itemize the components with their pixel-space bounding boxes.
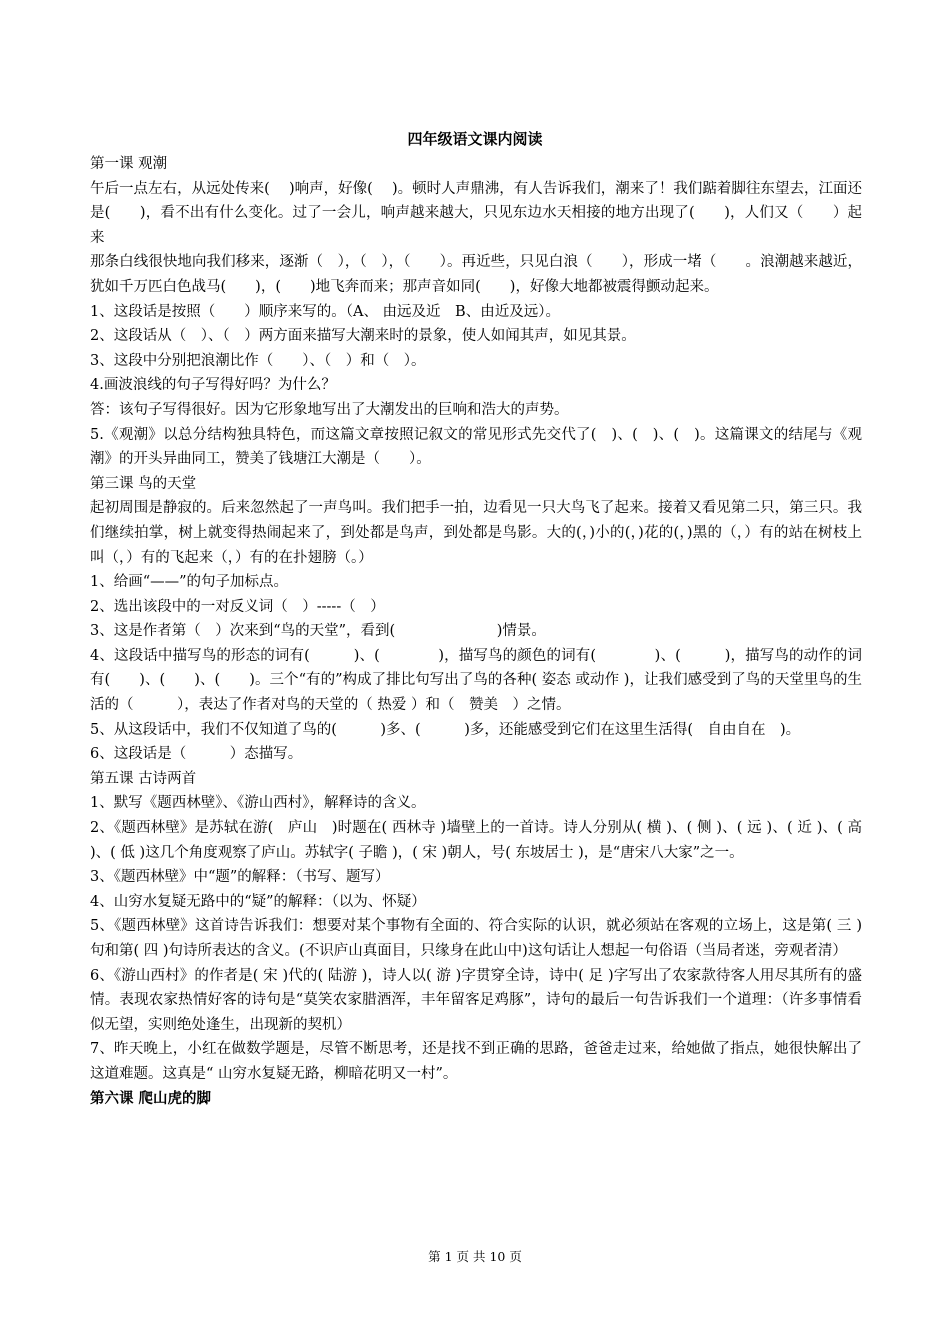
text-line: 1、默写《题西林壁》、《游山西村》，解释诗的含义。 [90, 795, 426, 812]
text-line: 5、《题西林壁》这首诗告诉我们：想要对某个事物有全面的、符合实际的认识，就必须站在客观的立场上，这是第( 三 )句和第( 四 )句诗所表达的含义。(不识庐山真面目，只缘身在此山中)这句话让人想起一句俗语（当局者迷，旁观者清） [90, 918, 862, 959]
text-line: 第五课 古诗两首 [90, 770, 197, 787]
text-line: 那条白线很快地向我们移来，逐渐（ ），（ ），（ ）。再近些，只见白浪（ ），形成一堵（ 。浪潮越来越近，犹如千万匹白色战马( )，( )地飞奔而来；那声音如同( )，好像大地都被震得颤动起来。 [90, 254, 862, 295]
text-line: 答：该句子写得很好。因为它形象地写出了大潮发出的巨响和浩大的声势。 [90, 401, 569, 418]
document-body [90, 152, 862, 1111]
text-line: 1、给画“——”的句子加标点。 [90, 574, 289, 591]
text-line: 午后一点左右，从远处传来( )响声，好像( )。顿时人声鼎沸，有人告诉我们，潮来了！我们踮着脚往东望去，江面还是( )，看不出有什么变化。过了一会儿，响声越来越大，只见东边水天相接的地方出现了( )，人们又（ ）起来 [90, 180, 862, 246]
text-line: 第一课 观潮 [90, 156, 168, 172]
text-line: 7、昨天晚上，小红在做数学题是，尽管不断思考，还是找不到正确的思路，爸爸走过来，给她做了指点，她很快解出了这道难题。这真是“ 山穷水复疑无路，柳暗花明又一村”。 [90, 1041, 862, 1082]
text-line: 第三课 鸟的天堂 [90, 475, 197, 492]
section-heading: 第六课 爬山虎的脚 [90, 1089, 212, 1107]
text-line: 4、这段话中描写鸟的形态的词有( )、( )，描写鸟的颜色的词有( )、( )，描写鸟的动作的词有( )、( )、( )。三个“有的”构成了排比句写出了鸟的各种( 姿态 或动作 )，让我们感受到了鸟的天堂里鸟的生活的（ ），表达了作者对鸟的天堂的（ 热爱 ）和（ 赞美 ）之情。 [90, 647, 862, 714]
text-line: 3、这是作者第（ ）次来到“鸟的天堂”，看到( )情景。 [90, 623, 546, 640]
page-footer: 第 1 页 共 10 页 [428, 1249, 522, 1264]
text-line: 6、《游山西村》的作者是( 宋 )代的( 陆游 )，诗人以( 游 )字贯穿全诗，诗中( 足 )字写出了农家款待客人用尽其所有的盛情。表现农家热情好客的诗句是“莫笑农家腊酒浑，丰年留客足鸡豚”，诗句的最后一句告诉我们一个道理：（许多事情看似无望，实则绝处逢生，出现新的契机） [90, 967, 862, 1033]
text-line: 3、这段中分别把浪潮比作（ ）、（ ）和（ ）。 [90, 352, 426, 369]
text-line: 1、这段话是按照（ ）顺序来写的。（A、 由远及近 B、由近及远）。 [90, 303, 560, 320]
text-line: 2、选出该段中的一对反义词（ ）-----（ ） [90, 598, 385, 615]
text-line: 3、《题西林壁》中“题”的解释：（书写、题写） [90, 869, 390, 886]
text-line: 4、山穷水复疑无路中的“疑”的解释：（以为、怀疑） [90, 893, 426, 910]
text-line: 6、这段话是（ ）态描写。 [90, 746, 303, 763]
text-line: 5.《观潮》以总分结构独具特色，而这篇文章按照记叙文的常见形式先交代了( )、( )、( )。这篇课文的结尾与《观潮》的开头异曲同工，赞美了钱塘江大潮是（ ）。 [90, 426, 862, 468]
document-title: 四年级语文课内阅读 [407, 130, 543, 148]
text-line: 2、《题西林壁》是苏轼在游( 庐山 )时题在( 西林寺 )墙壁上的一首诗。诗人分别从( 横 )、( 侧 )、( 远 )、( 近 )、( 高 )、( 低 )这几个角度观察了庐山。苏轼字( 子瞻 )，( 宋 )朝人，号( 东坡居士 )，是“唐宋八大家”之一。 [90, 820, 862, 861]
text-line: 4.画波浪线的句子写得好吗？为什么？ [90, 377, 336, 394]
text-line: 起初周围是静寂的。后来忽然起了一声鸟叫。我们把手一拍，边看见一只大鸟飞了起来。接着又看见第二只，第三只。我们继续拍掌，树上就变得热闹起来了，到处都是鸟声，到处都是鸟影。大的(，)小的(，)花的(，)黑的（，）有的站在树枝上叫（，）有的飞起来（，）有的在扑翅膀（。） [90, 500, 862, 566]
text-line: 5、从这段话中，我们不仅知道了鸟的( )多、( )多，还能感受到它们在这里生活得( 自由自在 )。 [90, 721, 801, 738]
text-line: 2、这段话从（ ）、（ ）两方面来描写大潮来时的景象，使人如闻其声，如见其景。 [90, 328, 636, 345]
